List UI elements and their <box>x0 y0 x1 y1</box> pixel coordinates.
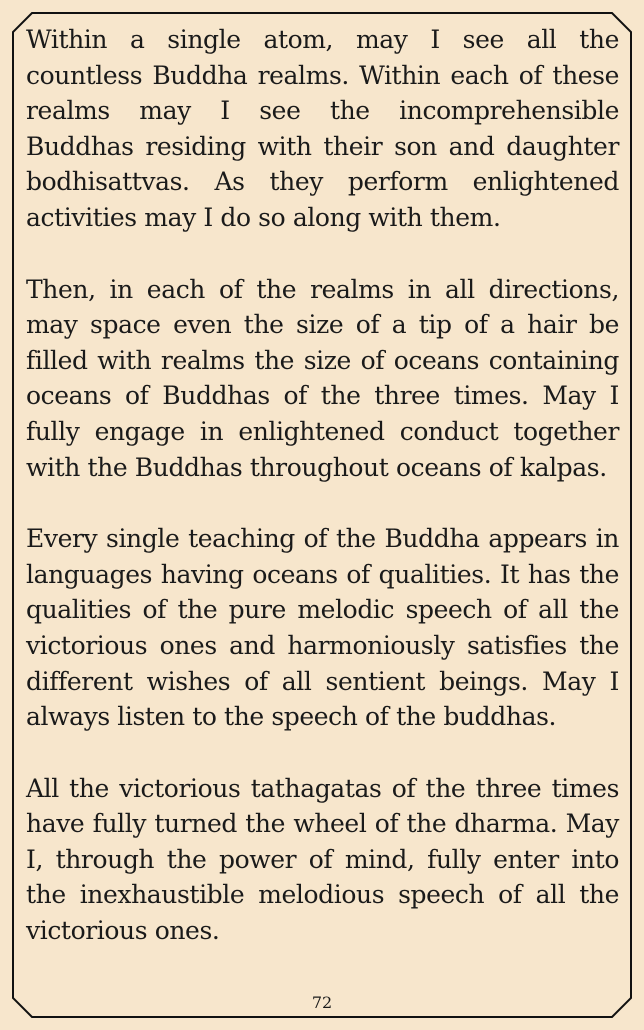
page-text <box>26 22 619 985</box>
paragraph-3: Every single teaching of the Buddha appears in languages having oceans of qualities. It has the qualities of the pure melodic speech of all the victorious ones and harmoniously satisfies the different wishes of all sentient beings. May I always listen to the speech of the buddhas. <box>26 524 619 732</box>
paragraph-4: All the victorious tathagatas of the three times have fully turned the wheel of the dharma. May I, through the power of mind, fully enter into the inexhaustible melodious speech of all the victorious ones. <box>26 773 619 946</box>
page-number: 72 <box>311 993 333 1012</box>
paragraph-1: Within a single atom, may I see all the countless Buddha realms. Within each of these realms may I see the incomprehensible Buddhas residing with their son and daughter bodhisattvas. As they perform enlightened activities may I do so along with them. <box>26 25 619 232</box>
paragraph-2: Then, in each of the realms in all directions, may space even the size of a tip of a hair be filled with realms the size of oceans containing oceans of Buddhas of the three times. May I fully engage in enlightened conduct together with the Buddhas throughout oceans of kalpas. <box>26 274 619 482</box>
